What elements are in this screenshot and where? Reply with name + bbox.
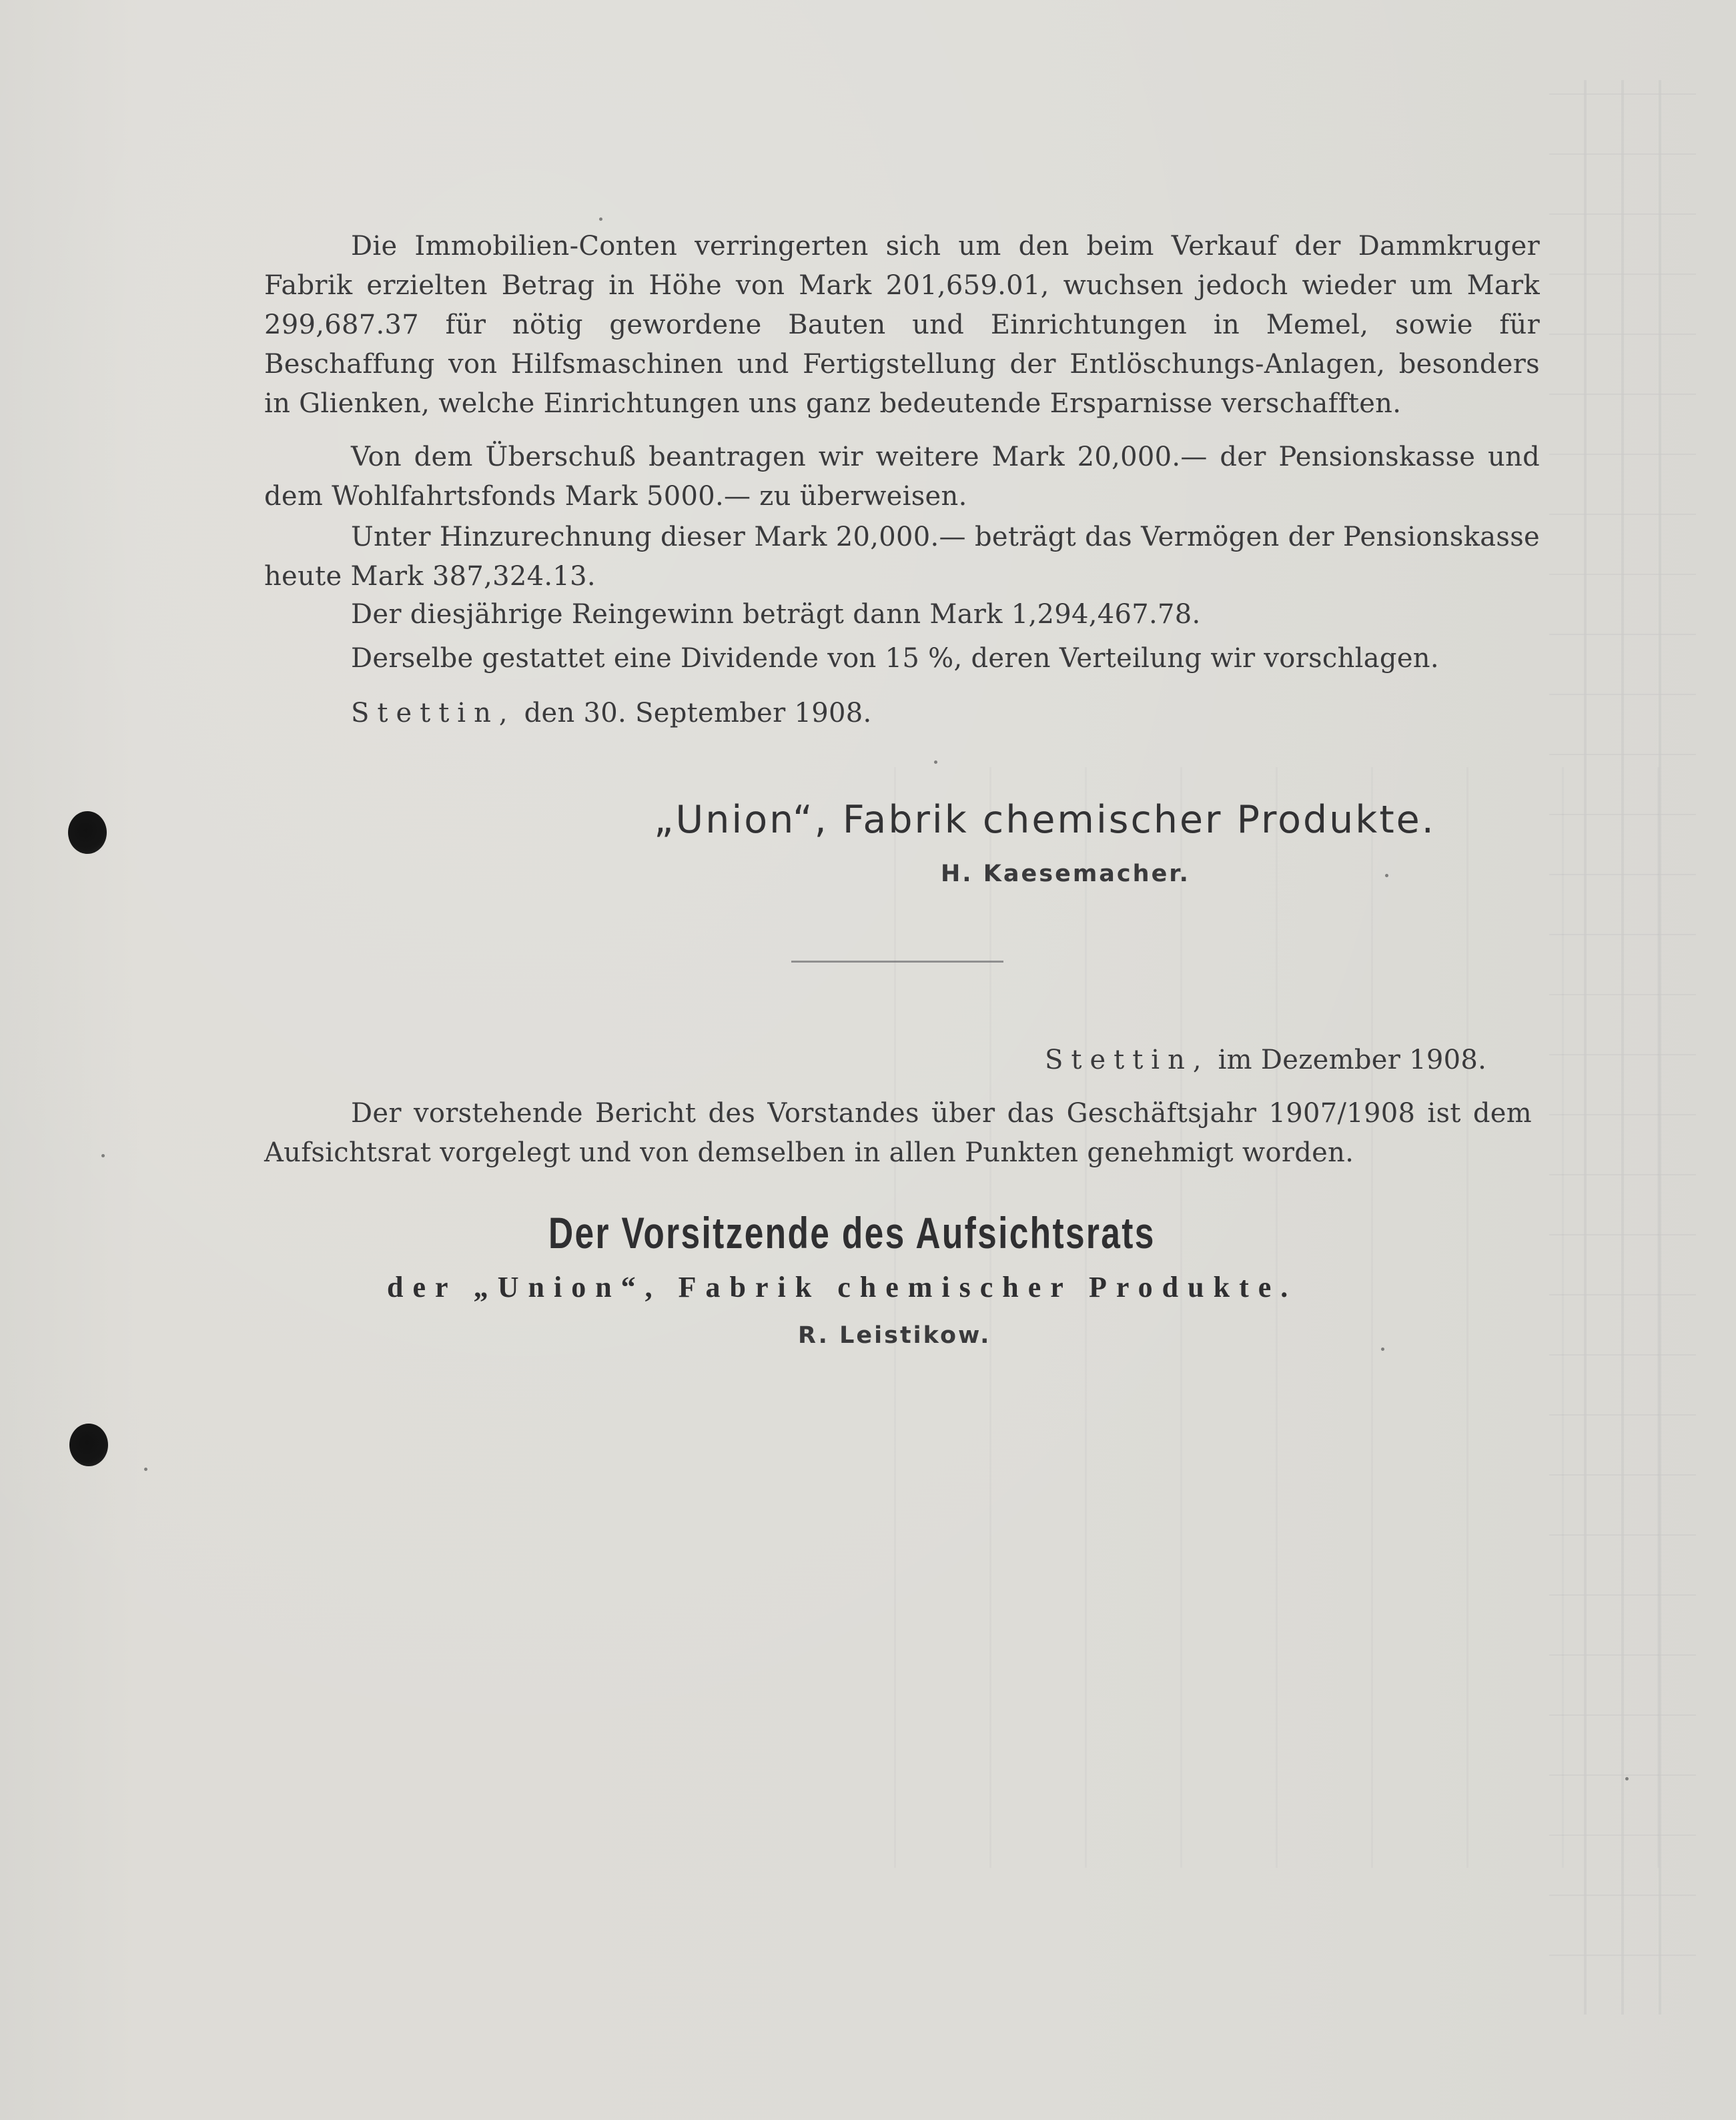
approval-date-place: Stettin, (1045, 1045, 1210, 1075)
report-dateline (351, 694, 872, 733)
report-paragraph-5: Derselbe gestattet eine Dividende von 15 %, deren Verteilung wir vorschlagen. (351, 643, 1439, 674)
report-paragraph-1: Die Immobilien-Conten verringerten sich um den beim Verkauf der Dammkruger Fabrik erzielten Betrag in Höhe von Mark 201,659.01, wuchsen jedoch wieder um Mark 299,687.37 für nötig gewordene Bauten und Einrichtungen in Memel, sowie für Beschaffung von Hilfsmaschinen und Fertigstellung der Entlöschungs-Anlagen, besonders in Glienken, welche Einrichtungen uns ganz bedeutende Ersparnisse verschafften. (264, 231, 1540, 419)
report-paragraph-3: Unter Hinzurechnung dieser Mark 20,000.— beträgt das Vermögen der Pensionskasse heute Mark 387,324.13. (264, 522, 1540, 592)
approval-date: im Dezember 1908. (1218, 1045, 1487, 1075)
approval-signatory: R. Leistikow. (798, 1322, 991, 1349)
punch-hole-top (68, 811, 107, 854)
speck (1381, 1348, 1384, 1351)
report-date-place: Stettin, (351, 698, 516, 728)
approval-paragraph: Der vorstehende Bericht des Vorstandes über das Geschäftsjahr 1907/1908 ist dem Aufsichtsrat vorgelegt und von demselben in allen Punkten genehmigt worden. (264, 1098, 1532, 1168)
speck (934, 760, 937, 764)
report-paragraph-2: Von dem Überschuß beantragen wir weitere Mark 20,000.— der Pensionskasse und dem Wohlfahrtsfonds Mark 5000.— zu überweisen. (264, 442, 1540, 512)
report-paragraph-4: Der diesjährige Reingewinn beträgt dann Mark 1,294,467.78. (351, 599, 1201, 630)
speck (101, 1154, 105, 1157)
report-signatory: H. Kaesemacher. (941, 861, 1190, 887)
section-divider (791, 961, 1003, 963)
punch-hole-bottom (69, 1424, 108, 1466)
approval-dateline (1045, 1041, 1486, 1080)
company-name: „Union“, Fabrik chemischer Produkte. (654, 798, 1436, 842)
speck (1385, 874, 1388, 877)
show-through-center (801, 767, 1668, 1868)
speck (1625, 1777, 1629, 1780)
report-date: den 30. September 1908. (524, 698, 872, 728)
speck (599, 217, 602, 221)
board-company-line: der „Union“, Fabrik chemischer Produkte. (387, 1271, 1298, 1303)
speck (144, 1468, 147, 1471)
board-chair-title: Der Vorsitzende des Aufsichtsrats (548, 1208, 1156, 1257)
